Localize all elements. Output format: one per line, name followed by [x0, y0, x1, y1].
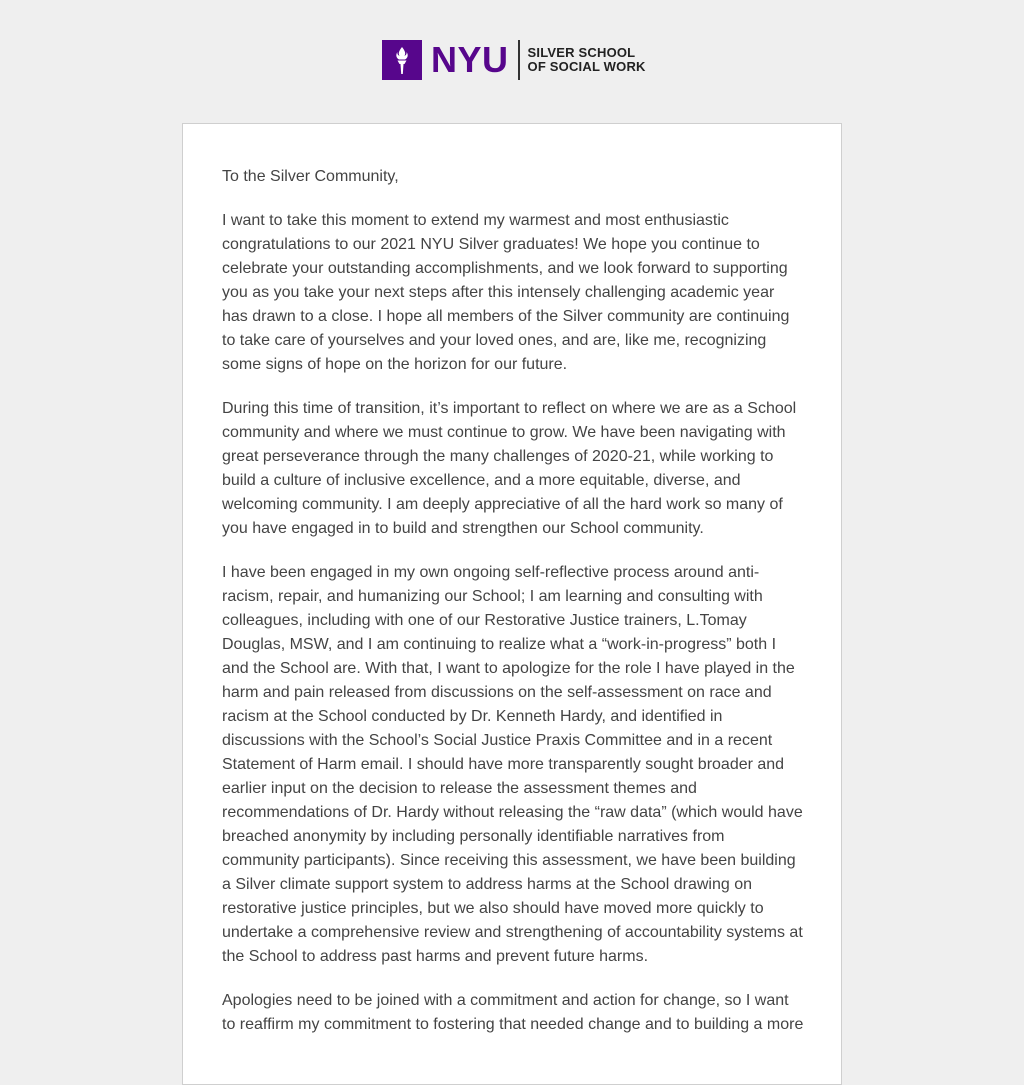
logo-wordmark: NYU	[431, 39, 509, 80]
school-name-line1: SILVER SCHOOL	[527, 45, 636, 60]
email-header	[0, 0, 1024, 124]
letter-salutation: To the Silver Community,	[222, 168, 399, 185]
logo-divider	[518, 40, 520, 80]
nyu-silver-logo[interactable]	[382, 40, 646, 80]
letter-card	[182, 123, 842, 1085]
letter-paragraph: I want to take this moment to extend my warmest and most enthusiastic congratulations to our 2021 NYU Silver graduates! We hope you continue to celebrate your outstanding accomplishments, and we look forward to supporting you as you take your next steps after this intensely challenging academic year has drawn to a close. I hope all members of the Silver community are continuing to take care of yourselves and your loved ones, and are, like me, recognizing some signs of hope on the horizon for our future.	[222, 212, 790, 373]
school-name	[528, 46, 646, 74]
letter-paragraph: Apologies need to be joined with a commitment and action for change, so I want to reaffirm my commitment to fostering that needed change and to building a more	[222, 992, 804, 1033]
letter-paragraph: I have been engaged in my own ongoing self-reflective process around anti-racism, repair, and humanizing our School; I am learning and consulting with colleagues, including with one of our Restorative Justice trainers, L.Tomay Douglas, MSW, and I am continuing to realize what a “work-in-progress” both I and the School are. With that, I want to apologize for the role I have played in the harm and pain released from discussions on the self-assessment on race and racism at the School conducted by Dr. Kenneth Hardy, and identified in discussions with the School’s Social Justice Praxis Committee and in a recent Statement of Harm email. I should have more transparently sought broader and earlier input on the decision to release the assessment themes and recommendations of Dr. Hardy without releasing the “raw data” (which would have breached anonymity by including personally identifiable narratives from community participants). Since receiving this assessment, we have been building a Silver climate support system to address harms at the School drawing on restorative justice principles, but we also should have moved more quickly to undertake a comprehensive review and strengthening of accountability systems at the School to address past harms and prevent future harms.	[222, 564, 803, 965]
letter-paragraph: During this time of transition, it’s important to reflect on where we are as a School community and where we must continue to grow. We have been navigating with great perseverance through the many challenges of 2020-21, while working to build a culture of inclusive excellence, and a more equitable, diverse, and welcoming community. I am deeply appreciative of all the hard work so many of you have engaged in to build and strengthen our School community.	[222, 400, 797, 537]
letter-body	[222, 165, 804, 1057]
torch-icon-graphic	[382, 40, 422, 80]
school-name-line2: OF SOCIAL WORK	[527, 59, 646, 74]
nyu-torch-icon	[382, 40, 422, 80]
